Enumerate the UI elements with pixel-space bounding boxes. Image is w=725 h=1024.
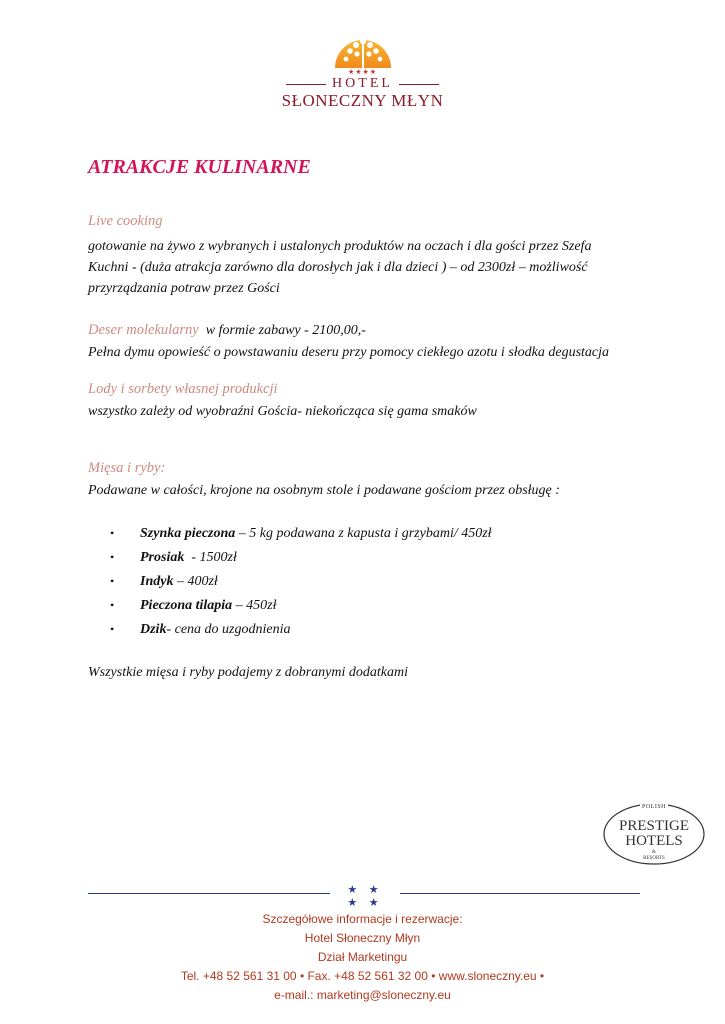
footer-line: e-mail.: marketing@sloneczny.eu: [274, 988, 451, 1002]
item-name: Indyk: [140, 574, 174, 589]
section-heading-live-cooking: Live cooking: [88, 213, 163, 229]
bullet-icon: •: [110, 622, 115, 636]
item-desc: – 400zł: [173, 574, 218, 589]
text-line: Kuchni - (duża atrakcja zarówno dla dorosłych jak i dla dzieci ) – od 2300zł – możliwość: [88, 260, 588, 275]
footer-contact: [0, 910, 725, 1005]
item-name: Prosiak: [140, 550, 185, 565]
item-desc: - 1500zł: [184, 550, 237, 565]
list-item: [110, 593, 492, 617]
logo-hotel-name: SŁONECZNY MŁYN: [281, 91, 444, 110]
divider-stars: ★ ★ ★ ★: [347, 883, 383, 909]
deser-heading-label: Deser molekularny: [88, 322, 199, 338]
footer-line: Szczegółowe informacje i rezerwacje:: [262, 912, 463, 926]
lody-text: wszystko zależy od wyobraźni Gościa- niekończąca się gama smaków: [88, 404, 477, 419]
section-heading-miesa: Mięsa i ryby:: [88, 460, 166, 476]
meat-list: [110, 521, 492, 641]
list-item: [110, 617, 492, 641]
footer-line: Tel. +48 52 561 31 00 • Fax. +48 52 561 32 00 • www.sloneczny.eu •: [180, 969, 545, 983]
live-cooking-text: [88, 236, 648, 299]
item-name: Dzik: [140, 622, 167, 637]
item-desc: – 5 kg podawana z kapusta i grzybami/ 450zł: [235, 526, 492, 541]
text-line: przyrządzania potraw przez Gości: [88, 281, 280, 296]
bullet-icon: •: [110, 550, 115, 564]
deser-price: w formie zabawy - 2100,00,-: [198, 323, 366, 338]
text-line: gotowanie na żywo z wybranych i ustalonych produktów na oczach i dla gości przez Szefa: [88, 239, 592, 254]
logo-hotel-word: HOTEL: [0, 76, 725, 92]
item-name: Szynka pieczona: [140, 526, 236, 541]
list-item: [110, 545, 492, 569]
miesa-text: Podawane w całości, krojone na osobnym stole i podawane gościom przez obsługę :: [88, 483, 560, 498]
divider-left: [88, 893, 330, 894]
bullet-icon: •: [110, 526, 115, 540]
hotel-logo: [0, 30, 725, 111]
bullet-icon: •: [110, 574, 115, 588]
deser-text: Pełna dymu opowieść o powstawaniu deseru przy pomocy ciekłego azotu i słodka degustacja: [88, 345, 610, 360]
prestige-amp: &: [652, 850, 656, 855]
footer-line: Dział Marketingu: [317, 950, 408, 964]
prestige-hotels-logo: [602, 800, 706, 866]
sun-tree-emblem-icon: [333, 30, 393, 70]
logo-stars: ★★★★: [347, 68, 378, 76]
prestige-line1: PRESTIGE: [618, 818, 690, 834]
item-desc: - cena do uzgodnienia: [166, 622, 291, 637]
item-name: Pieczona tilapia: [140, 598, 233, 613]
divider-right: [400, 893, 640, 894]
list-item: [110, 569, 492, 593]
list-item: [110, 521, 492, 545]
footer-line: Hotel Słoneczny Młyn: [304, 931, 421, 945]
prestige-line2: HOTELS: [625, 833, 683, 849]
item-desc: – 450zł: [232, 598, 277, 613]
prestige-bottom-text: RESORTS: [643, 856, 665, 861]
section-heading-lody: Lody i sorbety własnej produkcji: [88, 381, 278, 397]
page-title: ATRAKCJE KULINARNE: [88, 156, 311, 178]
prestige-top-text: POLISH: [641, 804, 667, 810]
closing-text: Wszystkie mięsa i ryby podajemy z dobranymi dodatkami: [88, 665, 408, 680]
section-heading-deser: [88, 322, 366, 339]
bullet-icon: •: [110, 598, 115, 612]
